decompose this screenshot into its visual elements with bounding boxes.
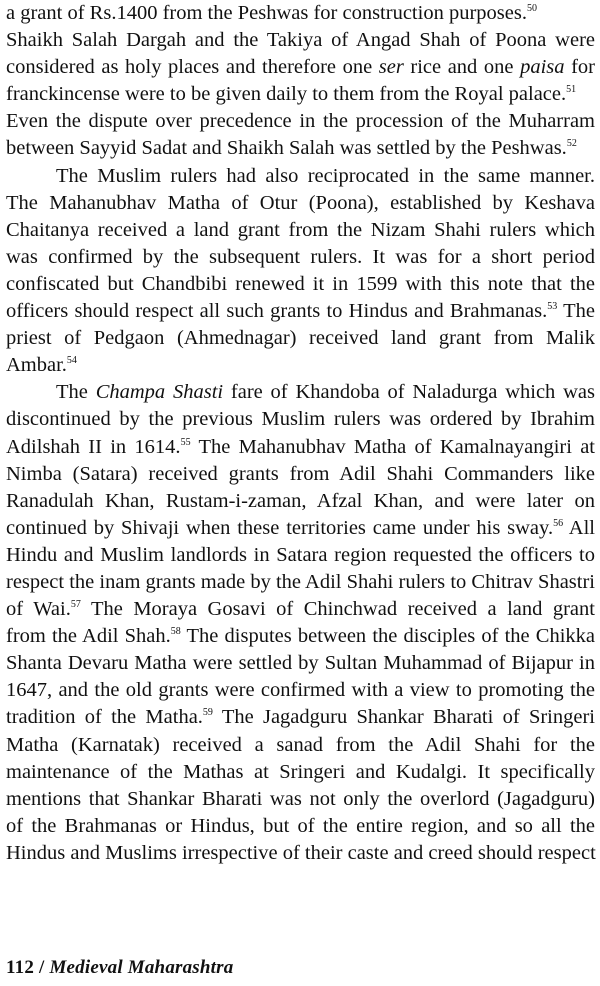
text-segment: was confirmed by the subsequent rulers. It was for a short period	[6, 245, 595, 268]
text-line	[6, 352, 595, 379]
body-text	[6, 0, 595, 867]
text-segment: Matha (Karnatak) received a sanad from the Adil Shahi for the	[6, 733, 595, 756]
text-line	[6, 54, 595, 81]
text-line	[6, 379, 595, 406]
text-segment: Ambar.	[6, 354, 67, 377]
text-line	[6, 217, 595, 244]
text-segment: from the Adil Shah.	[6, 625, 171, 648]
text-segment: tradition of the Matha.	[6, 706, 203, 729]
page-footer	[6, 957, 233, 979]
italic-term: paisa	[520, 56, 565, 79]
footnote-marker: 55	[180, 436, 191, 448]
text-line	[6, 623, 595, 650]
text-line	[6, 786, 595, 813]
text-line	[6, 732, 595, 759]
text-segment: Chaitanya received a land grant from the Nizam Shahi rulers which	[6, 218, 595, 241]
text-line	[6, 81, 595, 108]
text-segment: Hindus and Muslims irrespective of their caste and creed should respect	[6, 841, 596, 864]
text-segment: of the Brahmanas or Hindus, but of the entire region, and so all the	[6, 814, 595, 837]
text-line	[6, 325, 595, 352]
text-line	[6, 596, 595, 623]
text-segment: respect the inam grants made by the Adil Shahi rulers to Chitrav Shastri	[6, 570, 595, 593]
text-line	[6, 190, 595, 217]
text-line	[6, 0, 595, 27]
text-segment: a grant of Rs.1400 from the Peshwas for construction purposes.	[6, 2, 527, 24]
text-line	[6, 650, 595, 677]
text-segment: Ranadulah Khan, Rustam-i-zaman, Afzal Khan, and were later on	[6, 489, 595, 512]
footnote-marker: 52	[566, 138, 577, 150]
text-segment: The Mahanubhav Matha of Kamalnayangiri at	[190, 435, 596, 458]
text-segment: discontinued by the previous Muslim rulers was ordered by Ibrahim	[6, 408, 595, 431]
text-line	[6, 108, 595, 135]
book-title: Medieval Maharashtra	[49, 957, 234, 978]
footnote-marker: 58	[170, 626, 181, 638]
text-segment: of Wai.	[6, 598, 71, 621]
text-segment: The Mahanubhav Matha of Otur (Poona), established by Keshava	[6, 191, 595, 214]
text-segment: priest of Pedgaon (Ahmednagar) received land grant from Malik	[6, 327, 595, 350]
text-line	[6, 813, 595, 840]
text-line	[6, 515, 595, 542]
text-segment: The Muslim rulers had also reciprocated in the same manner.	[56, 164, 595, 187]
text-line	[6, 569, 595, 596]
text-segment: Adilshah II in 1614.	[6, 435, 181, 458]
footnote-marker: 59	[202, 707, 213, 719]
text-line	[6, 244, 595, 271]
text-segment: The Jagadguru Shankar Bharati of Sringeri	[212, 706, 595, 729]
text-segment: The	[557, 300, 595, 323]
footnote-marker: 51	[566, 84, 577, 96]
text-segment: for	[564, 56, 595, 79]
italic-term: ser	[378, 56, 404, 79]
text-segment: mentions that Shankar Bharati was not only the overlord (Jagadguru)	[6, 787, 595, 810]
text-segment: rice and one	[403, 56, 521, 79]
text-segment: maintenance of the Mathas at Sringeri and Kudalgi. It specifically	[6, 760, 595, 783]
text-segment: continued by Shivaji when these territories came under his sway.	[6, 516, 554, 539]
text-line	[6, 163, 595, 190]
text-line	[6, 406, 595, 433]
text-segment: confiscated but Chandbibi renewed it in 1599 with this note that the	[6, 272, 595, 295]
text-segment: Even the dispute over precedence in the procession of the Muharram	[6, 110, 595, 133]
text-line	[6, 461, 595, 488]
text-segment: considered as holy places and therefore one	[6, 56, 379, 79]
text-line	[6, 434, 595, 461]
italic-term: Champa Shasti	[95, 381, 224, 404]
text-line	[6, 135, 595, 162]
text-line	[6, 488, 595, 515]
text-segment: 1647, and the old grants were confirmed with a view to promoting the	[6, 679, 595, 702]
text-line	[6, 677, 595, 704]
text-segment: between Sayyid Sadat and Shaikh Salah was settled by the Peshwas.	[6, 137, 567, 160]
text-segment: The	[56, 381, 96, 404]
text-segment: officers should respect all such grants to Hindus and Brahmanas.	[6, 300, 548, 323]
text-line	[6, 27, 595, 54]
text-line	[6, 298, 595, 325]
footer-separator: /	[34, 957, 50, 978]
footnote-marker: 57	[70, 599, 81, 611]
text-segment: Hindu and Muslim landlords in Satara region requested the officers to	[6, 543, 595, 566]
text-segment: Shaikh Salah Dargah and the Takiya of Angad Shah of Poona were	[6, 29, 595, 52]
text-line	[6, 542, 595, 569]
text-segment: franckincense were to be given daily to them from the Royal palace.	[6, 83, 567, 106]
text-segment: The Moraya Gosavi of Chinchwad received a land grant	[80, 598, 595, 621]
footnote-marker: 56	[553, 517, 564, 529]
text-line	[6, 704, 595, 731]
text-segment: The disputes between the disciples of the Chikka	[180, 625, 595, 648]
footnote-marker: 53	[547, 301, 558, 313]
text-segment: fare of Khandoba of Naladurga which was	[223, 381, 595, 404]
text-line	[6, 271, 595, 298]
text-segment: All	[563, 516, 595, 539]
text-line	[6, 840, 595, 867]
footnote-marker: 50	[526, 3, 537, 14]
text-segment: Shanta Devaru Matha were settled by Sultan Muhammad of Bijapur in	[6, 652, 595, 675]
text-line	[6, 759, 595, 786]
page-number: 112	[6, 957, 35, 978]
text-segment: Nimba (Satara) received grants from Adil Shahi Commanders like	[6, 462, 595, 485]
footnote-marker: 54	[66, 355, 77, 367]
